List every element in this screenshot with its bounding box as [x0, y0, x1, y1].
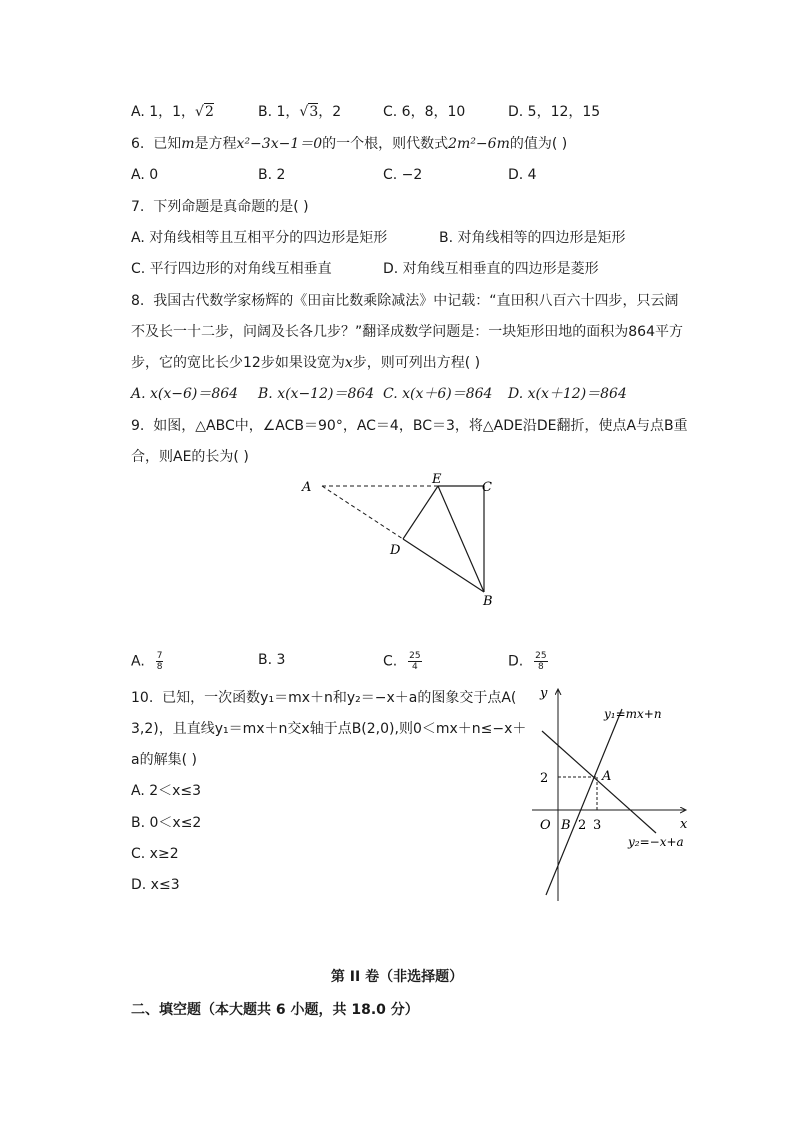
q10-option-a: A. 2＜x≤3 — [131, 783, 202, 799]
q6-option-a: A. 0 — [131, 167, 159, 183]
q10-line2: 3,2)，且直线y₁＝mx＋n交x轴于点B(2,0),则0＜mx＋n≤−x＋ — [131, 721, 527, 737]
label-B: B — [483, 594, 493, 609]
q6-option-c: C. −2 — [383, 167, 423, 183]
tick-2: 2 — [578, 818, 587, 833]
label-D: D — [390, 543, 401, 558]
q10-line1: 10. 已知，一次函数y₁＝mx＋n和y₂＝−x＋a的图象交于点A( — [131, 690, 517, 706]
section2-title: 第 II 卷（非选择题） — [330, 969, 464, 985]
q10-option-b: B. 0＜x≤2 — [131, 815, 202, 831]
q8-line1: 8. 我国古代数学家杨辉的《田亩比数乘除减法》中记载：“直田积八百六十四步，只云阔 — [131, 293, 679, 309]
q9-line2: 合，则AE的长为( ) — [131, 449, 249, 465]
q8-line2: 不及长一十二步，问阔及长各几步？”翻译成数学问题是：一块矩形田地的面积为864平方 — [131, 324, 683, 340]
q5-option-b: B. 1，√3，2 — [258, 104, 342, 120]
q7-option-c: C. 平行四边形的对角线互相垂直 — [131, 261, 332, 277]
label-y2: y₂=−x+a — [628, 835, 684, 849]
q9-line1: 9. 如图，△ABC中，∠ACB＝90°，AC＝4，BC＝3，将△ADE沿DE翻折，使点A与点B重 — [131, 418, 688, 434]
segment-AD-dashed — [322, 486, 403, 539]
label-E: E — [432, 472, 442, 487]
q10-option-d: D. x≤3 — [131, 877, 180, 893]
q9-triangle-figure — [290, 470, 510, 615]
q5-option-a: A. 1，1，√2 — [131, 104, 214, 120]
q9-option-d: D. $\frac{25}{8}$ — [508, 651, 547, 672]
q6-option-b: B. 2 — [258, 167, 286, 183]
label-y-axis: y — [540, 686, 548, 701]
q7-stem: 7. 下列命题是真命题的是( ) — [131, 199, 309, 215]
segment-EB — [438, 486, 484, 592]
label-origin: O — [540, 818, 551, 833]
q8-option-d: D. x(x＋12)＝864 — [508, 386, 627, 402]
q8-option-a: A. x(x−6)＝864 — [131, 386, 239, 402]
q7-option-d: D. 对角线互相垂直的四边形是菱形 — [383, 261, 599, 277]
q10-line3: a的解集( ) — [131, 752, 197, 768]
q9-option-b: B. 3 — [258, 652, 286, 668]
q10-option-c: C. x≥2 — [131, 846, 179, 862]
q5-option-c: C. 6，8，10 — [383, 104, 466, 120]
label-A: A — [302, 480, 312, 495]
q10-function-graph — [528, 683, 698, 905]
q7-option-b: B. 对角线相等的四边形是矩形 — [439, 230, 626, 246]
y-tick-2: 2 — [540, 771, 549, 786]
q9-option-a: A. $\frac{7}{8}$ — [131, 651, 163, 672]
line-y1 — [546, 709, 622, 895]
label-A: A — [602, 769, 612, 784]
label-y1: y₁=mx+n — [604, 707, 662, 721]
tick-3: 3 — [593, 818, 602, 833]
q8-option-c: C. x(x＋6)＝864 — [383, 386, 493, 402]
q7-option-a: A. 对角线相等且互相平分的四边形是矩形 — [131, 230, 388, 246]
segment-DE — [403, 486, 438, 539]
q6-option-d: D. 4 — [508, 167, 537, 183]
q8-line3: 步，它的宽比长少12步如果设宽为x步，则可列出方程( ) — [131, 355, 481, 371]
label-B: B — [561, 818, 571, 833]
q8-option-b: B. x(x−12)＝864 — [258, 386, 375, 402]
section2-subtitle: 二、填空题（本大题共 6 小题，共 18.0 分） — [131, 1002, 419, 1018]
label-x-axis: x — [680, 817, 688, 832]
q9-option-c: C. $\frac{25}{4}$ — [383, 651, 421, 672]
q5-option-d: D. 5，12，15 — [508, 104, 601, 120]
label-C: C — [482, 480, 492, 495]
q6-stem: 6. 已知m是方程x²−3x−1＝0的一个根，则代数式2m²−6m的值为( ) — [131, 136, 568, 152]
